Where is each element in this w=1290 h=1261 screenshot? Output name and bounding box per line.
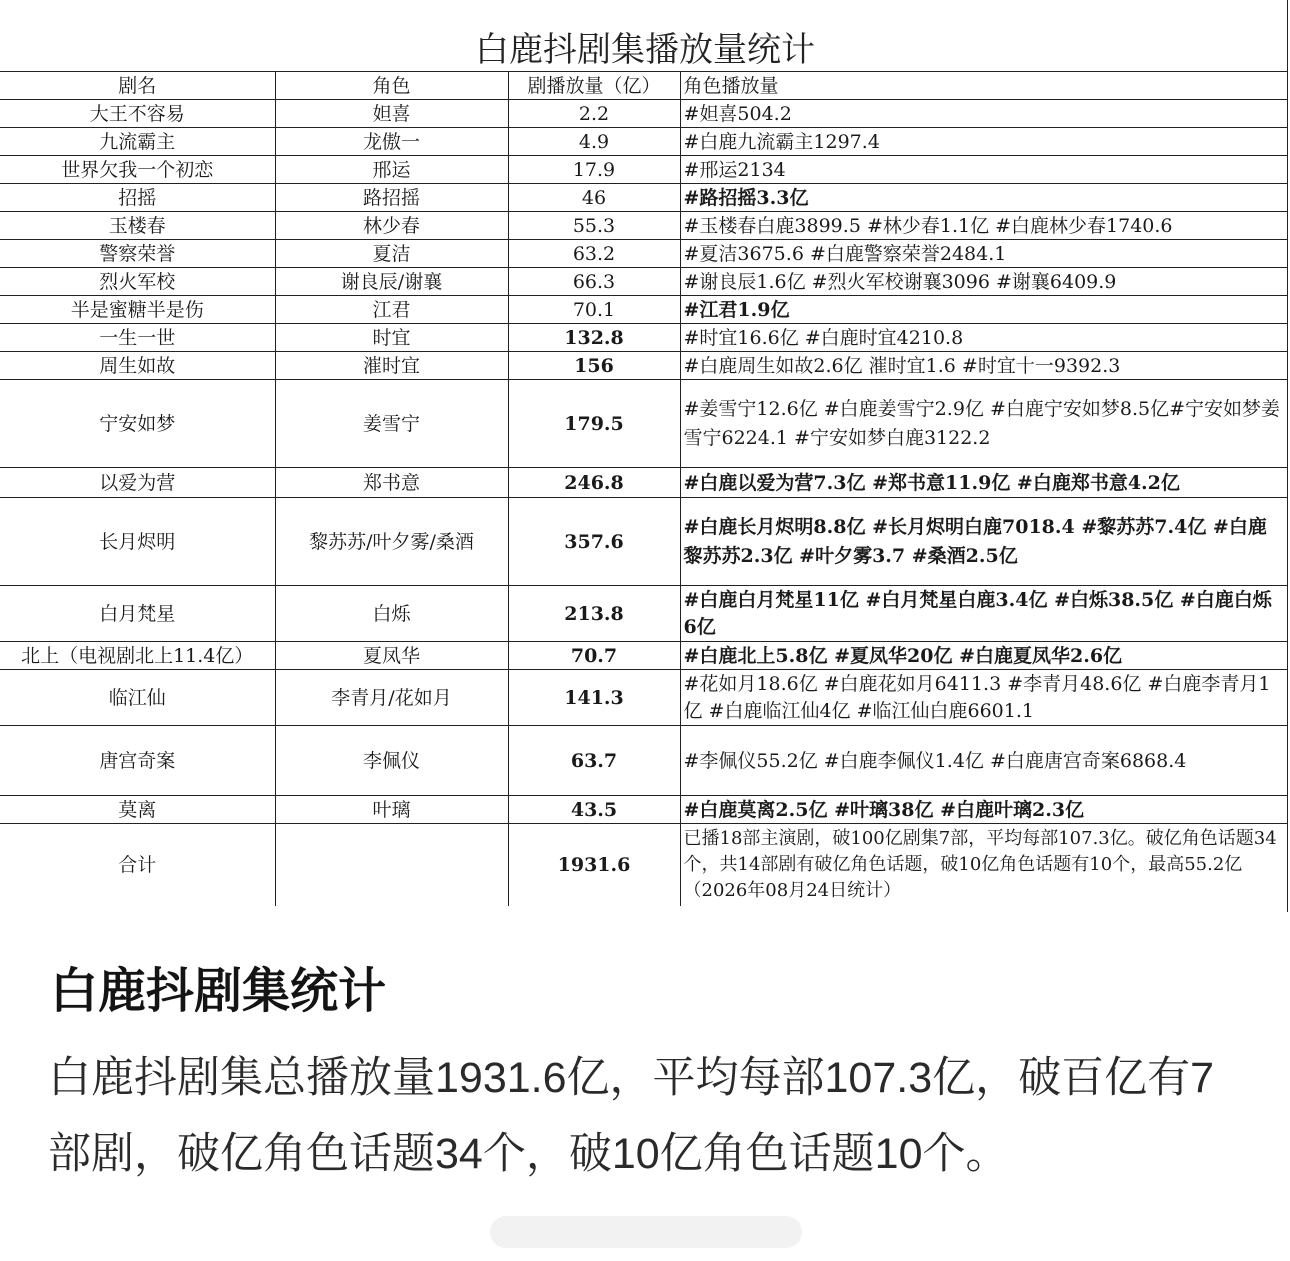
cell-drama: 临江仙	[0, 670, 275, 726]
table-row	[0, 352, 1287, 380]
cell-role: 白烁	[275, 586, 508, 642]
watermark-overlay	[490, 1216, 802, 1248]
table-row	[0, 498, 1287, 586]
cell-views: 132.8	[508, 324, 680, 352]
cell-role: 夏凤华	[275, 642, 508, 670]
cell-drama: 唐宫奇案	[0, 726, 275, 796]
cell-role: 黎苏苏/叶夕雾/桑酒	[275, 498, 508, 586]
cell-role-views: #白鹿北上5.8亿 #夏凤华20亿 #白鹿夏凤华2.6亿	[680, 642, 1287, 670]
header-role-views: 角色播放量	[680, 72, 1287, 100]
cell-views: 141.3	[508, 670, 680, 726]
total-role-empty	[275, 824, 508, 906]
table-row	[0, 128, 1287, 156]
cell-role-views: #白鹿长月烬明8.8亿 #长月烬明白鹿7018.4 #黎苏苏7.4亿 #白鹿黎苏苏2.3亿 #叶夕雾3.7 #桑酒2.5亿	[680, 498, 1287, 586]
cell-views: 70.1	[508, 296, 680, 324]
cell-role: 谢良辰/谢襄	[275, 268, 508, 296]
cell-role-views: #白鹿白月梵星11亿 #白月梵星白鹿3.4亿 #白烁38.5亿 #白鹿白烁6亿	[680, 586, 1287, 642]
cell-role-views: #谢良辰1.6亿 #烈火军校谢襄3096 #谢襄6409.9	[680, 268, 1287, 296]
total-label: 合计	[0, 824, 275, 906]
table-row	[0, 670, 1287, 726]
cell-drama: 长月烬明	[0, 498, 275, 586]
cell-role-views: #妲喜504.2	[680, 100, 1287, 128]
cell-role: 姜雪宁	[275, 380, 508, 468]
table-row	[0, 100, 1287, 128]
cell-views: 46	[508, 184, 680, 212]
cell-views: 17.9	[508, 156, 680, 184]
cell-role-views: #时宜16.6亿 #白鹿时宜4210.8	[680, 324, 1287, 352]
cell-drama: 招摇	[0, 184, 275, 212]
cell-role: 路招摇	[275, 184, 508, 212]
post-body-text: 白鹿抖剧集总播放量1931.6亿，平均每部107.3亿，破百亿有7部剧，破亿角色话题34个，破10亿角色话题10个。	[48, 1054, 1215, 1178]
cell-role-views: #李佩仪55.2亿 #白鹿李佩仪1.4亿 #白鹿唐宫奇案6868.4	[680, 726, 1287, 796]
cell-role-views: #白鹿以爱为营7.3亿 #郑书意11.9亿 #白鹿郑书意4.2亿	[680, 468, 1287, 498]
total-note: 已播18部主演剧，破100亿剧集7部，平均每部107.3亿。破亿角色话题34个，共14部剧有破亿角色话题，破10亿角色话题有10个，最高55.2亿（2026年08月24日统计）	[680, 824, 1287, 906]
cell-role: 妲喜	[275, 100, 508, 128]
header-role: 角色	[275, 72, 508, 100]
cell-role-views: #玉楼春白鹿3899.5 #林少春1.1亿 #白鹿林少春1740.6	[680, 212, 1287, 240]
cell-role: 邢运	[275, 156, 508, 184]
header-drama: 剧名	[0, 72, 275, 100]
cell-views: 213.8	[508, 586, 680, 642]
cell-views: 156	[508, 352, 680, 380]
cell-views: 2.2	[508, 100, 680, 128]
cell-drama: 北上（电视剧北上11.4亿）	[0, 642, 275, 670]
table-row	[0, 268, 1287, 296]
cell-role: 叶璃	[275, 796, 508, 824]
cell-views: 63.7	[508, 726, 680, 796]
cell-role: 林少春	[275, 212, 508, 240]
cell-role-views: #邢运2134	[680, 156, 1287, 184]
cell-drama: 以爱为营	[0, 468, 275, 498]
table-row	[0, 726, 1287, 796]
cell-role: 漼时宜	[275, 352, 508, 380]
cell-role-views: #花如月18.6亿 #白鹿花如月6411.3 #李青月48.6亿 #白鹿李青月1亿 #白鹿临江仙4亿 #临江仙白鹿6601.1	[680, 670, 1287, 726]
cell-drama: 周生如故	[0, 352, 275, 380]
cell-drama: 一生一世	[0, 324, 275, 352]
cell-drama: 宁安如梦	[0, 380, 275, 468]
table-row	[0, 468, 1287, 498]
cell-role-views: #路招摇3.3亿	[680, 184, 1287, 212]
cell-views: 43.5	[508, 796, 680, 824]
table-header-row	[0, 72, 1287, 100]
cell-role: 江君	[275, 296, 508, 324]
table-row	[0, 212, 1287, 240]
cell-role-views: #白鹿九流霸主1297.4	[680, 128, 1287, 156]
cell-drama: 玉楼春	[0, 212, 275, 240]
post-title: 白鹿抖剧集统计	[50, 965, 387, 1018]
sheet-title: 白鹿抖剧集播放量统计	[475, 30, 815, 70]
cell-role: 龙傲一	[275, 128, 508, 156]
cell-drama: 大王不容易	[0, 100, 275, 128]
cell-role: 李佩仪	[275, 726, 508, 796]
table-total-row	[0, 824, 1287, 906]
cell-role: 夏洁	[275, 240, 508, 268]
cell-drama: 九流霸主	[0, 128, 275, 156]
table-row	[0, 642, 1287, 670]
table-row	[0, 380, 1287, 468]
cell-views: 4.9	[508, 128, 680, 156]
cell-role: 郑书意	[275, 468, 508, 498]
cell-views: 66.3	[508, 268, 680, 296]
cell-role-views: #白鹿周生如故2.6亿 漼时宜1.6 #时宜十一9392.3	[680, 352, 1287, 380]
table-row	[0, 184, 1287, 212]
cell-drama: 半是蜜糖半是伤	[0, 296, 275, 324]
table-row	[0, 240, 1287, 268]
cell-views: 55.3	[508, 212, 680, 240]
cell-drama: 警察荣誉	[0, 240, 275, 268]
cell-views: 246.8	[508, 468, 680, 498]
cell-drama: 白月梵星	[0, 586, 275, 642]
cell-views: 63.2	[508, 240, 680, 268]
table-row	[0, 324, 1287, 352]
cell-views: 70.7	[508, 642, 680, 670]
table-row	[0, 796, 1287, 824]
header-views: 剧播放量（亿）	[508, 72, 680, 100]
table-row	[0, 586, 1287, 642]
cell-role-views: #夏洁3675.6 #白鹿警察荣誉2484.1	[680, 240, 1287, 268]
cell-role-views: #白鹿莫离2.5亿 #叶璃38亿 #白鹿叶璃2.3亿	[680, 796, 1287, 824]
cell-role: 时宜	[275, 324, 508, 352]
cell-views: 357.6	[508, 498, 680, 586]
cell-role: 李青月/花如月	[275, 670, 508, 726]
cell-drama: 莫离	[0, 796, 275, 824]
cell-drama: 烈火军校	[0, 268, 275, 296]
table-row	[0, 296, 1287, 324]
total-views: 1931.6	[508, 824, 680, 906]
statistics-table	[0, 71, 1288, 906]
cell-role-views: #姜雪宁12.6亿 #白鹿姜雪宁2.9亿 #白鹿宁安如梦8.5亿#宁安如梦姜雪宁6224.1 #宁安如梦白鹿3122.2	[680, 380, 1287, 468]
cell-views: 179.5	[508, 380, 680, 468]
cell-drama: 世界欠我一个初恋	[0, 156, 275, 184]
cell-role-views: #江君1.9亿	[680, 296, 1287, 324]
table-row	[0, 156, 1287, 184]
